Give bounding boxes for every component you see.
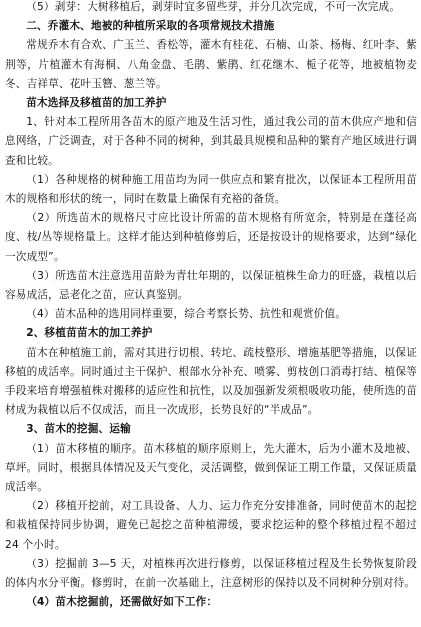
subheading-digging-prework: （4）苗木挖掘前，还需做好如下工作： xyxy=(26,596,218,609)
subheading-seedling-selection: 苗木选择及移植苗的加工养护 xyxy=(26,97,167,110)
paragraph-origin-survey: 1、针对本工程所用各苗木的原产地及生活习性，通过我公司的苗木供应产地和信息网络，广泛调查，对于各种不同的树种，到其最具规模和品种的繁育产地区域进行调查和比较。 xyxy=(5,116,417,167)
paragraph-plant-species: 常规乔木有合欢、广玉兰、香松等，灌木有桂花、石楠、山茶、杨梅、红叶李、紫荆等，片植灌木有海桐、八角金盘、毛鹃、紫鹃、红花继木、栀子花等，地被植物麦冬、吉祥草、花叶玉簪、葱兰等。 xyxy=(5,39,417,90)
paragraph-sprout-removal: （5）剥芽：大树移植后，剥芽时宜多留些芽，并分几次完成，不可一次完成。 xyxy=(26,1,401,13)
paragraph-pruning-before-digging: （3）挖掘前 3—5 天，对植株再次进行修剪，以保证移植过程及生长势恢复阶段的体内水分平衡。修剪时，在前一次基础上，注意树形的保持以及不同树种分别对待。 xyxy=(5,557,417,590)
paragraph-seedling-age: （3）所选苗木注意选用苗龄为青壮年期的，以保证植株生命力的旺盛，栽植以后容易成活，忌老化之苗，应认真鉴别。 xyxy=(5,269,417,302)
section-heading-planting-measures: 二、乔灌木、地被的种植所采取的各项常规技术措施 xyxy=(26,20,275,33)
paragraph-size-margin: （2）所选苗木的规格尺寸应比设计所需的苗木规格有所宽余，特别是在蓬径高度、枝/丛等规格量上。这样才能达到种植修剪后，还是按设计的规格要求，达到“绿化一次成型”。 xyxy=(5,212,417,263)
paragraph-transplant-order: （1）苗木移植的顺序。苗木移植的顺序原则上，先大灌木，后为小灌木及地被、草坪。同时，根据具体情况及天气变化，灵活调整，做到保证工期工作量，又保证质量成活率。 xyxy=(5,442,417,494)
paragraph-pre-planting-care: 苗木在种植施工前，需对其进行切根、转坨、疏枝整形、增施基肥等措施，以保证移植的成活率。同时通过主干保护、根部水分补充、喷雾、剪枝创口消毒打结、植保等手段来培育增强植株对搬移的适应性和抗性，以及加强新发须根吸收功能，使所选的苗材成为栽植以后不仅成活，而且一次成形，长势良好的“半成品”。 xyxy=(5,346,417,417)
subheading-seedling-processing: 2、移植苗苗木的加工养护 xyxy=(26,327,153,340)
paragraph-uniform-specs: （1）各种规格的树种施工用苗均为同一供应点和繁育批次，以保证本工程所用苗木的规格和形状的统一，同时在数量上确保有充裕的备货。 xyxy=(5,173,417,206)
paragraph-pre-excavation-prep: （2）移植开挖前，对工具设备、人力、运力作充分安排准备，同时使苗木的起挖和栽植保持同步协调，避免已起挖之苗种植滞缓，要求挖运种的整个移植过程不超过 24 个小时。 xyxy=(5,500,417,551)
subheading-digging-transport: 3、苗木的挖掘、运输 xyxy=(26,423,131,436)
paragraph-variety-choice: （4）苗木品种的选用同样重要，综合考察长势、抗性和观赏价值。 xyxy=(26,308,347,321)
